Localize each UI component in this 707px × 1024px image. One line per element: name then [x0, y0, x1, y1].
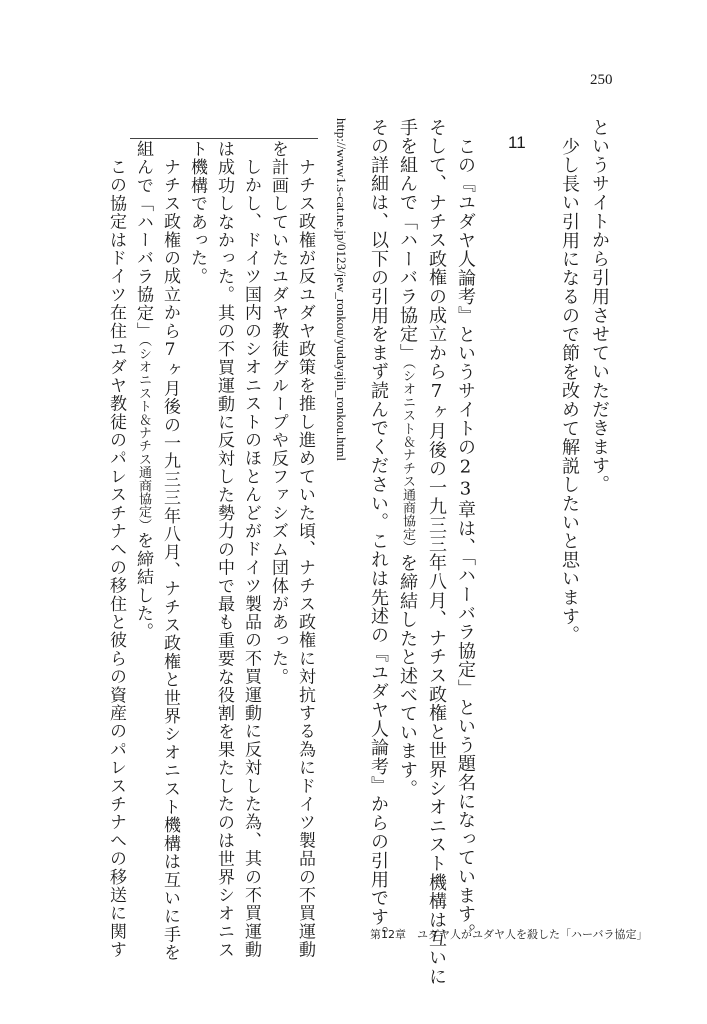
body-line-3-paren: （シオニスト＆ナチス通商協定） [400, 362, 415, 554]
quote-line-4: は成功しなかった。其の不買運動に反対した勢力の中で最も重要な役割を果たしたのは世界シオニス [214, 140, 234, 959]
quote-line-1: ナチス政権が反ユダヤ政策を推し進めていた頃、ナチス政権に対抗する為にドイツ製品の不買運動 [295, 158, 315, 959]
running-footer: 第12章 ユダヤ人がユダヤ人を殺した「ハーバラ協定」 [370, 928, 648, 941]
source-url: http://www1.s-cat.ne.jp/0123/jew_ronkou/yudayajin_ronkou.html [334, 118, 349, 462]
quote-line-8: この協定はドイツ在住ユダヤ教徒のパレスチナへの移住と彼らの資産のパレスチナへの移送に関す [106, 158, 126, 959]
quote-line-6: ナチス政権の成立から7ヶ月後の一九三三年八月、ナチス政権と世界シオニスト機構は互いに手を [160, 158, 180, 962]
quote-divider-line [130, 138, 318, 139]
quote-line-7-paren: （シオニスト＆ナチス通商協定） [136, 340, 151, 532]
intro-line-2: 少し長い引用になるので節を改めて解説したいと思います。 [559, 137, 580, 645]
section-number: 11 [508, 133, 526, 152]
body-line-3-start: 手を組んで「ハーバラ協定」 [397, 118, 418, 363]
intro-line-1: というサイトから引用させていただきます。 [589, 118, 610, 494]
body-line-3 [398, 118, 416, 798]
quote-line-7-start: 組んで「ハーバラ協定」 [133, 140, 153, 341]
quote-line-5: ト機構であった。 [187, 140, 207, 286]
quote-line-7 [134, 140, 151, 641]
body-line-3-end: を締結したと述べています。 [397, 553, 418, 799]
body-line-1: この『ユダヤ人論考』というサイトの23章は、「ハーバラ協定」という題名になっています。 [455, 137, 476, 943]
quote-line-7-end: を締結した。 [133, 531, 153, 641]
body-line-2: そして、ナチス政権の成立から7ヶ月後の一九三三年八月、ナチス政権と世界シオニスト機構は互いに [426, 118, 447, 986]
quote-line-2: を計画していたユダヤ教徒グループや反ファシズム団体があった。 [268, 140, 288, 686]
quote-line-3: しかし、ドイツ国内のシオニストのほとんどがドイツ製品の不買運動に反対した為、其の不買運動 [241, 158, 261, 959]
body-line-4: その詳細は、以下の引用をまず読んでください。これは先述の『ユダヤ人論考』からの引用です。 [368, 118, 389, 946]
page-number: 250 [590, 72, 613, 88]
